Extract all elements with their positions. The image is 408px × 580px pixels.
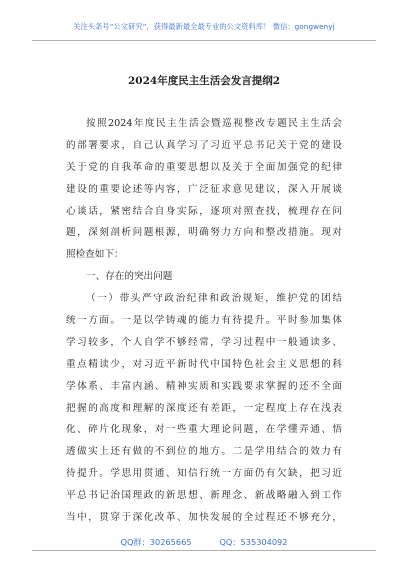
footer-divider: [32, 550, 376, 551]
body-line: 化、碎片化现象，对一些重大理论问题，在学懂弄通、悟: [66, 424, 342, 436]
body-line: 心谈话，紧密结合自身实际，逐项对照查找，梳理存在问: [66, 205, 342, 217]
body-line: 的部署要求，自己认真学习了习近平总书记关于党的建设: [66, 139, 342, 151]
body-line: 把握的高度和理解的深度还有差距，一定程度上存在浅表: [66, 402, 342, 414]
footer-qq-number: QQ：535304092: [219, 537, 288, 547]
body-line: 待提升。学思用贯通、知信行统一方面仍有欠缺，把习近: [66, 468, 342, 480]
document-title: 2024年度民主生活会发言提纲2: [127, 75, 281, 87]
body-line: 平总书记治国理政的新思想、新理念、新战略融入到工作: [66, 490, 342, 502]
body-line: 学体系、丰富内涵、精神实质和实践要求掌握的还不全面: [66, 380, 342, 392]
body-line: 当中，贯穿于深化改革、加快发展的全过程还不够充分，: [66, 512, 342, 524]
body-line: 学习较多，个人自学不够经常，学习过程中一般通读多、: [66, 336, 342, 348]
footer-contact: [0, 537, 408, 548]
document-body: [66, 113, 342, 529]
body-line: 一、存在的突出问题: [86, 271, 173, 283]
body-line: 统一方面。一是以学铸魂的能力有待提升。平时参加集体: [66, 315, 342, 327]
body-line: 题，深刻剖析问题根源，明确努力方向和整改措施。现对: [66, 227, 342, 239]
header-banner: 关注头条号“公文研究”，获得最新最全最专业的公文资料库！ 微信：gongwenyj: [73, 22, 335, 31]
body-line: 重点精读少，对习近平新时代中国特色社会主义思想的科: [66, 358, 342, 370]
body-line: 照检查如下：: [66, 249, 124, 261]
body-line: 按照2024年度民主生活会暨巡视整改专题民主生活会: [86, 118, 342, 129]
body-line: 透做实上还有做的不到位的地方。二是学用结合的效力有: [66, 446, 342, 458]
body-line: 建设的重要论述等内容，广泛征求意见建议，深入开展谈: [66, 183, 342, 195]
header-divider: [32, 40, 376, 41]
footer-qq-group: QQ群：30265665: [120, 537, 192, 547]
body-line: 关于党的自我革命的重要思想以及关于全面加强党的纪律: [66, 161, 342, 173]
body-line: （一）带头严守政治纪律和政治规矩，维护党的团结: [86, 293, 342, 305]
